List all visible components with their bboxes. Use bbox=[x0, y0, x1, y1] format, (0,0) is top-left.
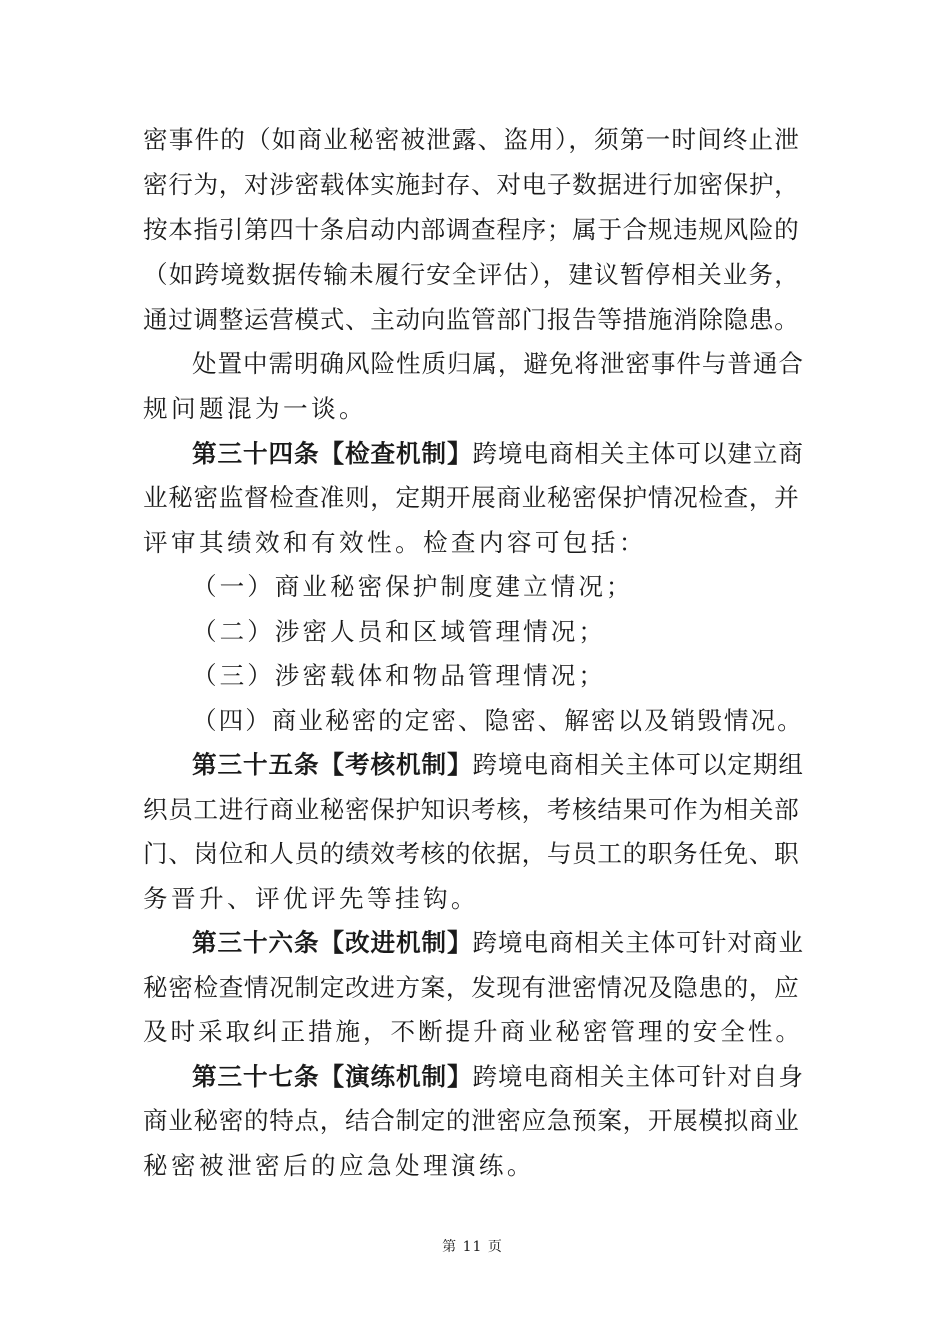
article-34-text: 跨境电商相关主体可以建立商 bbox=[472, 439, 804, 468]
page-number: 第 11 页 bbox=[442, 1239, 503, 1255]
paragraph-line: 通过调整运营模式、主动向监管部门报告等措施消除隐患。 bbox=[143, 305, 800, 334]
article-37-text: 跨境电商相关主体可针对自身 bbox=[472, 1062, 804, 1091]
paragraph-line: （如跨境数据传输未履行安全评估），建议暂停相关业务， bbox=[143, 260, 801, 289]
paragraph-line: 规问题混为一谈。 bbox=[143, 394, 367, 423]
article-36-first-line bbox=[192, 921, 804, 965]
article-35-first-line bbox=[192, 743, 804, 787]
list-item: （三）涉密载体和物品管理情况； bbox=[192, 661, 606, 690]
article-34-first-line bbox=[192, 432, 804, 476]
article-37-first-line bbox=[192, 1055, 804, 1099]
article-36-text: 跨境电商相关主体可针对商业 bbox=[472, 928, 804, 957]
paragraph-line: 处置中需明确风险性质归属，避免将泄密事件与普通合 bbox=[192, 349, 804, 378]
list-item: （二）涉密人员和区域管理情况； bbox=[192, 617, 606, 646]
article-36-title: 第三十六条【改进机制】 bbox=[192, 928, 473, 957]
paragraph-line: 秘密检查情况制定改进方案，发现有泄密情况及隐患的，应 bbox=[143, 973, 800, 1002]
list-item: （四）商业秘密的定密、隐密、解密以及销毁情况。 bbox=[192, 706, 804, 735]
paragraph-line: 密事件的（如商业秘密被泄露、盗用），须第一时间终止泄 bbox=[143, 125, 801, 154]
list-item: （一）商业秘密保护制度建立情况； bbox=[192, 572, 634, 601]
article-34-title: 第三十四条【检查机制】 bbox=[192, 439, 473, 468]
paragraph-line: 业秘密监督检查准则，定期开展商业秘密保护情况检查，并 bbox=[143, 483, 800, 512]
paragraph-line: 密行为，对涉密载体实施封存、对电子数据进行加密保护， bbox=[143, 170, 800, 199]
paragraph-line: 织员工进行商业秘密保护知识考核，考核结果可作为相关部 bbox=[143, 795, 800, 824]
article-35-text: 跨境电商相关主体可以定期组 bbox=[472, 750, 804, 779]
article-35-title: 第三十五条【考核机制】 bbox=[192, 750, 473, 779]
paragraph-line: 秘密被泄密后的应急处理演练。 bbox=[143, 1151, 535, 1180]
paragraph-line: 及时采取纠正措施，不断提升商业秘密管理的安全性。 bbox=[143, 1017, 803, 1046]
paragraph-line: 按本指引第四十条启动内部调查程序；属于合规违规风险的 bbox=[143, 215, 800, 244]
paragraph-line: 评审其绩效和有效性。检查内容可包括： bbox=[143, 528, 647, 557]
paragraph-line: 商业秘密的特点，结合制定的泄密应急预案，开展模拟商业 bbox=[143, 1106, 800, 1135]
article-37-title: 第三十七条【演练机制】 bbox=[192, 1062, 473, 1091]
paragraph-line: 务晋升、评优评先等挂钩。 bbox=[143, 884, 479, 913]
paragraph-line: 门、岗位和人员的绩效考核的依据，与员工的职务任免、职 bbox=[143, 839, 800, 868]
